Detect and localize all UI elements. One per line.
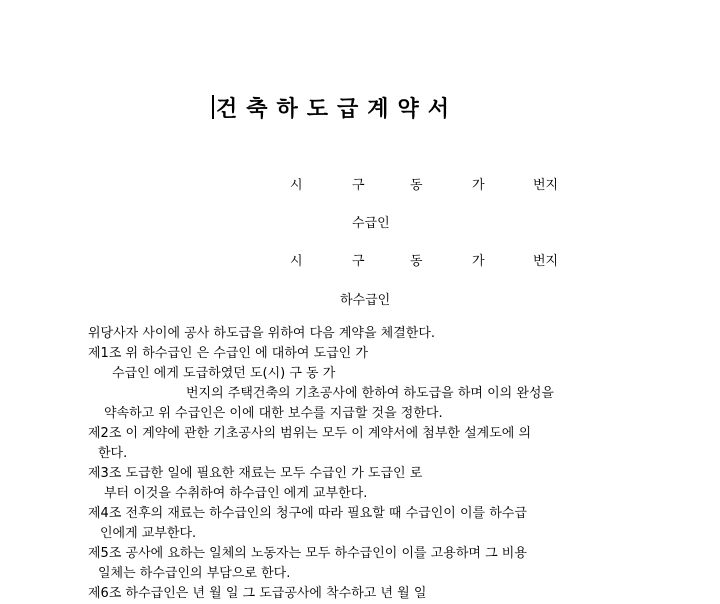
article-2-line-2: 한다. [98, 446, 128, 461]
address-city: 시 [290, 254, 303, 269]
article-5-line-1: 제5조 공사에 요하는 일체의 노동자는 모두 하수급인이 이를 고용하며 그 비용 [88, 546, 527, 561]
address-city: 시 [290, 178, 303, 193]
text-cursor [212, 95, 214, 119]
document-title: 건축하도급계약서 [216, 97, 459, 122]
article-4-line-1: 제4조 전후의 재료는 하수급인의 청구에 따라 필요할 때 수급인이 이를 하수급 [88, 506, 527, 521]
article-1-line-3: 번지의 주택건축의 기초공사에 한하여 하도급을 하며 이의 완성을 [186, 386, 554, 401]
article-3-line-2: 부터 이것을 수취하여 하수급인 에게 교부한다. [104, 486, 368, 501]
article-1-line-4: 약속하고 위 수급인은 이에 대한 보수를 지급할 것을 정한다. [104, 406, 443, 421]
address-district: 구 [352, 254, 365, 269]
intro-paragraph: 위당사자 사이에 공사 하도급을 위하여 다음 계약을 체결한다. [88, 326, 436, 341]
address-ga: 가 [472, 254, 485, 269]
address-dong: 동 [410, 254, 423, 269]
article-3-line-1: 제3조 도급한 일에 필요한 재료는 모두 수급인 가 도급인 로 [88, 466, 423, 481]
article-1-line-1: 제1조 위 하수급인 은 수급인 에 대하여 도급인 가 [88, 346, 368, 361]
article-4-line-2: 인에게 교부한다. [100, 526, 197, 541]
contractor-label: 수급인 [352, 216, 390, 231]
article-1-line-2: 수급인 에게 도급하였던 도(시) 구 동 가 [112, 366, 336, 381]
address-bunji: 번지 [533, 178, 559, 193]
address-ga: 가 [472, 178, 485, 193]
subcontractor-label: 하수급인 [340, 293, 391, 308]
article-5-line-2: 일체는 하수급인의 부담으로 한다. [98, 566, 291, 581]
article-6-line-1: 제6조 하수급인은 년 월 일 그 도급공사에 착수하고 년 월 일 [88, 586, 427, 601]
address-bunji: 번지 [533, 254, 559, 269]
address-district: 구 [352, 178, 365, 193]
address-dong: 동 [410, 178, 423, 193]
article-2-line-1: 제2조 이 계약에 관한 기초공사의 범위는 모두 이 계약서에 첨부한 설계도에 의 [88, 426, 532, 441]
